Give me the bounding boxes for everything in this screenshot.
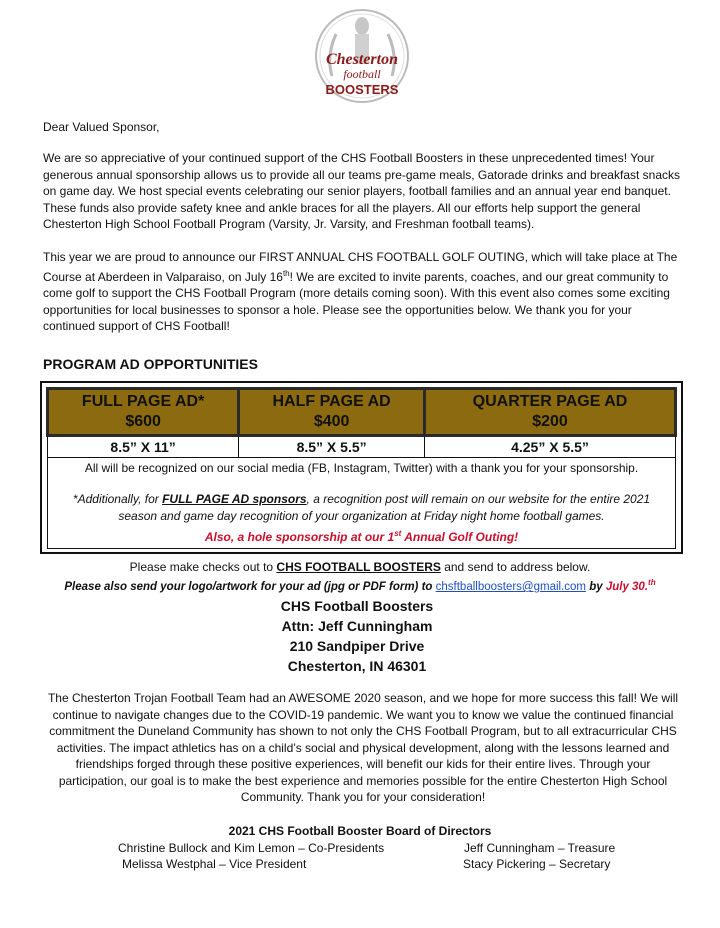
checks-b: and send to address below. (440, 560, 591, 574)
checks-line (0, 560, 720, 574)
deadline: July 30. (605, 580, 649, 593)
ad-header-row (48, 389, 676, 436)
intro-paragraph: We are so appreciative of your continued support of the CHS Football Boosters in these unprecedented times! Your generous annual sponsorship allows us to provide all our teams pre-game meals, Gatorade drinks and breakfast snacks on game day. We host special events celebrating our senior players, football families and an annual year end banquet. These funds also provide safety knee and ankle braces for all the players. All our efforts help support the general Chesterton High School Football Program (Varsity, Jr. Varsity, and Freshman football teams). (43, 151, 681, 231)
board-member: Melissa Westphal – Vice President (122, 857, 307, 871)
board-title: 2021 CHS Football Booster Board of Directors (228, 824, 492, 838)
ad-size-row (48, 436, 676, 458)
ad-size: 8.5” X 5.5” (239, 436, 425, 458)
ad-name: HALF PAGE AD (272, 393, 391, 410)
golf-text-a: This year we are proud to announce our FIRST ANNUAL CHS FOOTBALL GOLF OUTING, which will take place at The Course at Aberdeen in Valparaiso, on July 16 (43, 250, 678, 284)
golf-text-b: ! We are excited to invite parents, coaches, and our great community to come golf to support the CHS Football Program (more details coming soon). With this event also comes some exciting opportunities for local businesses to sponsor a hole. Please see the opportunities below. We thank you for your continued support of CHS Football! (43, 269, 670, 333)
ad-half-page (239, 389, 425, 436)
full-note-a: *Additionally, for (72, 492, 163, 506)
greeting: Dear Valued Sponsor, (43, 120, 160, 134)
checks-a: Please make checks out to (129, 560, 277, 574)
closing-paragraph: The Chesterton Trojan Football Team had an AWESOME 2020 season, and we hope for more success this fall! We will continue to navigate changes due to the COVID-19 pandemic. We want you to know we value the continued financial commitment the Duneland Community has shown to not only the CHS Football Program, but to all extracurricular CHS activities. The impact athletics has on a child’s social and physical development, along with the lessons learned and friendships forged through these positive experiences, will benefit our kids for their entire lives. Through your participation, our goal is to make the best experience and memories possible for the entire Chesterton High School Community. Thank you for your consideration! (47, 691, 679, 804)
social-note: All will be recognized on our social media (FB, Instagram, Twitter) with a thank you for your sponsorship. (84, 461, 639, 475)
ad-price: $600 (125, 413, 161, 430)
logo-line3: BOOSTERS (325, 82, 399, 97)
logo-line2: football (343, 67, 381, 81)
golf-sup: th (282, 268, 290, 278)
golf-hole-note (52, 525, 671, 546)
ad-name: QUARTER PAGE AD (472, 393, 628, 410)
logo-line-b: by (586, 580, 606, 593)
ad-price: $200 (532, 413, 568, 430)
board-member: Jeff Cunningham – Treasure (464, 841, 616, 855)
ad-notes (48, 458, 676, 549)
address-line: CHS Football Boosters (280, 598, 434, 614)
full-note-em: FULL PAGE AD sponsors (162, 492, 307, 506)
ad-notes-row (48, 458, 676, 549)
ad-quarter-page (425, 389, 676, 436)
golf-note-b: Annual Golf Outing! (401, 530, 519, 544)
logo-submission-line (0, 578, 720, 593)
golf-paragraph (43, 249, 683, 335)
board-member: Stacy Pickering – Secretary (463, 857, 611, 871)
boosters-logo (312, 4, 412, 112)
address-line: 210 Sandpiper Drive (289, 638, 425, 654)
ad-price: $400 (313, 413, 350, 430)
logo-line-a: Please also send your logo/artwork for your ad (jpg or PDF form) to (64, 580, 436, 593)
full-note-b: , a recognition post will remain on our website for the entire 2021 season and game day recognition of your organization at Friday night home football games. (118, 492, 651, 523)
ad-size: 8.5” X 11” (48, 436, 239, 458)
ad-opportunities-table (40, 381, 683, 554)
address-line: Attn: Jeff Cunningham (281, 618, 433, 634)
ad-name: FULL PAGE AD* (81, 393, 205, 410)
logo-line1: Chesterton (325, 51, 399, 68)
email-link[interactable]: chsftballboosters@gmail.com (435, 580, 587, 593)
full-page-note (52, 491, 671, 525)
ad-size: 4.25” X 5.5” (425, 436, 676, 458)
golf-note-sup: st (394, 529, 402, 538)
golf-note-a: Also, a hole sponsorship at our 1 (204, 530, 395, 544)
checks-payee: CHS FOOTBALL BOOSTERS (276, 560, 441, 574)
deadline-sup: th (648, 578, 656, 587)
ad-full-page (48, 389, 239, 436)
address-line: Chesterton, IN 46301 (287, 658, 427, 674)
mailing-address (0, 596, 720, 676)
board-member: Christine Bullock and Kim Lemon – Co-Presidents (118, 841, 385, 855)
section-title: PROGRAM AD OPPORTUNITIES (43, 356, 258, 372)
